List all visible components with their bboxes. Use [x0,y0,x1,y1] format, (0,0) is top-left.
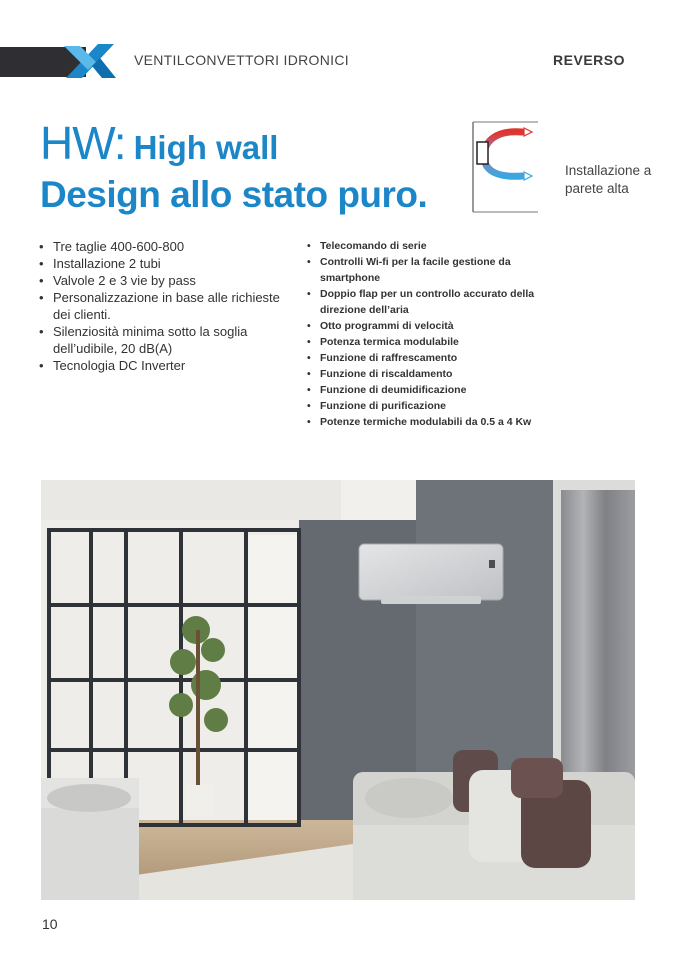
list-item: • Funzione di raffrescamento [306,350,568,366]
features-list-right [306,238,568,430]
wall-install-diagram [470,120,542,214]
list-item: • Valvole 2 e 3 vie by pass [38,272,288,289]
section-title: VENTILCONVETTORI IDRONICI [134,52,349,68]
list-item: • Tecnologia DC Inverter [38,357,288,374]
list-item: • Doppio flap per un controllo accurato della direzione dell’aria [306,286,568,318]
list-item: • Otto programmi di velocità [306,318,568,334]
list-item: • Funzione di purificazione [306,398,568,414]
list-item: • Potenze termiche modulabili da 0.5 a 4 Kw [306,414,568,430]
list-item: • Tre taglie 400-600-800 [38,238,288,255]
features-list-left [38,238,288,374]
list-item: • Funzione di riscaldamento [306,366,568,382]
install-label: Installazione a parete alta [565,163,652,196]
brand-label: REVERSO [553,52,625,68]
list-item: • Personalizzazione in base alle richieste dei clienti. [38,289,288,323]
title-main: High wall [133,129,279,166]
list-item: • Telecomando di serie [306,238,568,254]
list-item: • Funzione di deumidificazione [306,382,568,398]
title-prefix: HW: [40,117,126,169]
list-item: • Silenziosità minima sotto la soglia dell’udibile, 20 dB(A) [38,323,288,357]
brand-logo-icon [62,40,120,82]
room-illustration [41,480,635,900]
living-room-photo [41,480,635,900]
page-title [40,116,278,170]
page-subtitle: Design allo stato puro. [40,174,428,215]
list-item: • Potenza termica modulabile [306,334,568,350]
list-item: • Installazione 2 tubi [38,255,288,272]
page-number: 10 [42,916,58,932]
list-item: • Controlli Wi-fi per la facile gestione da smartphone [306,254,568,286]
